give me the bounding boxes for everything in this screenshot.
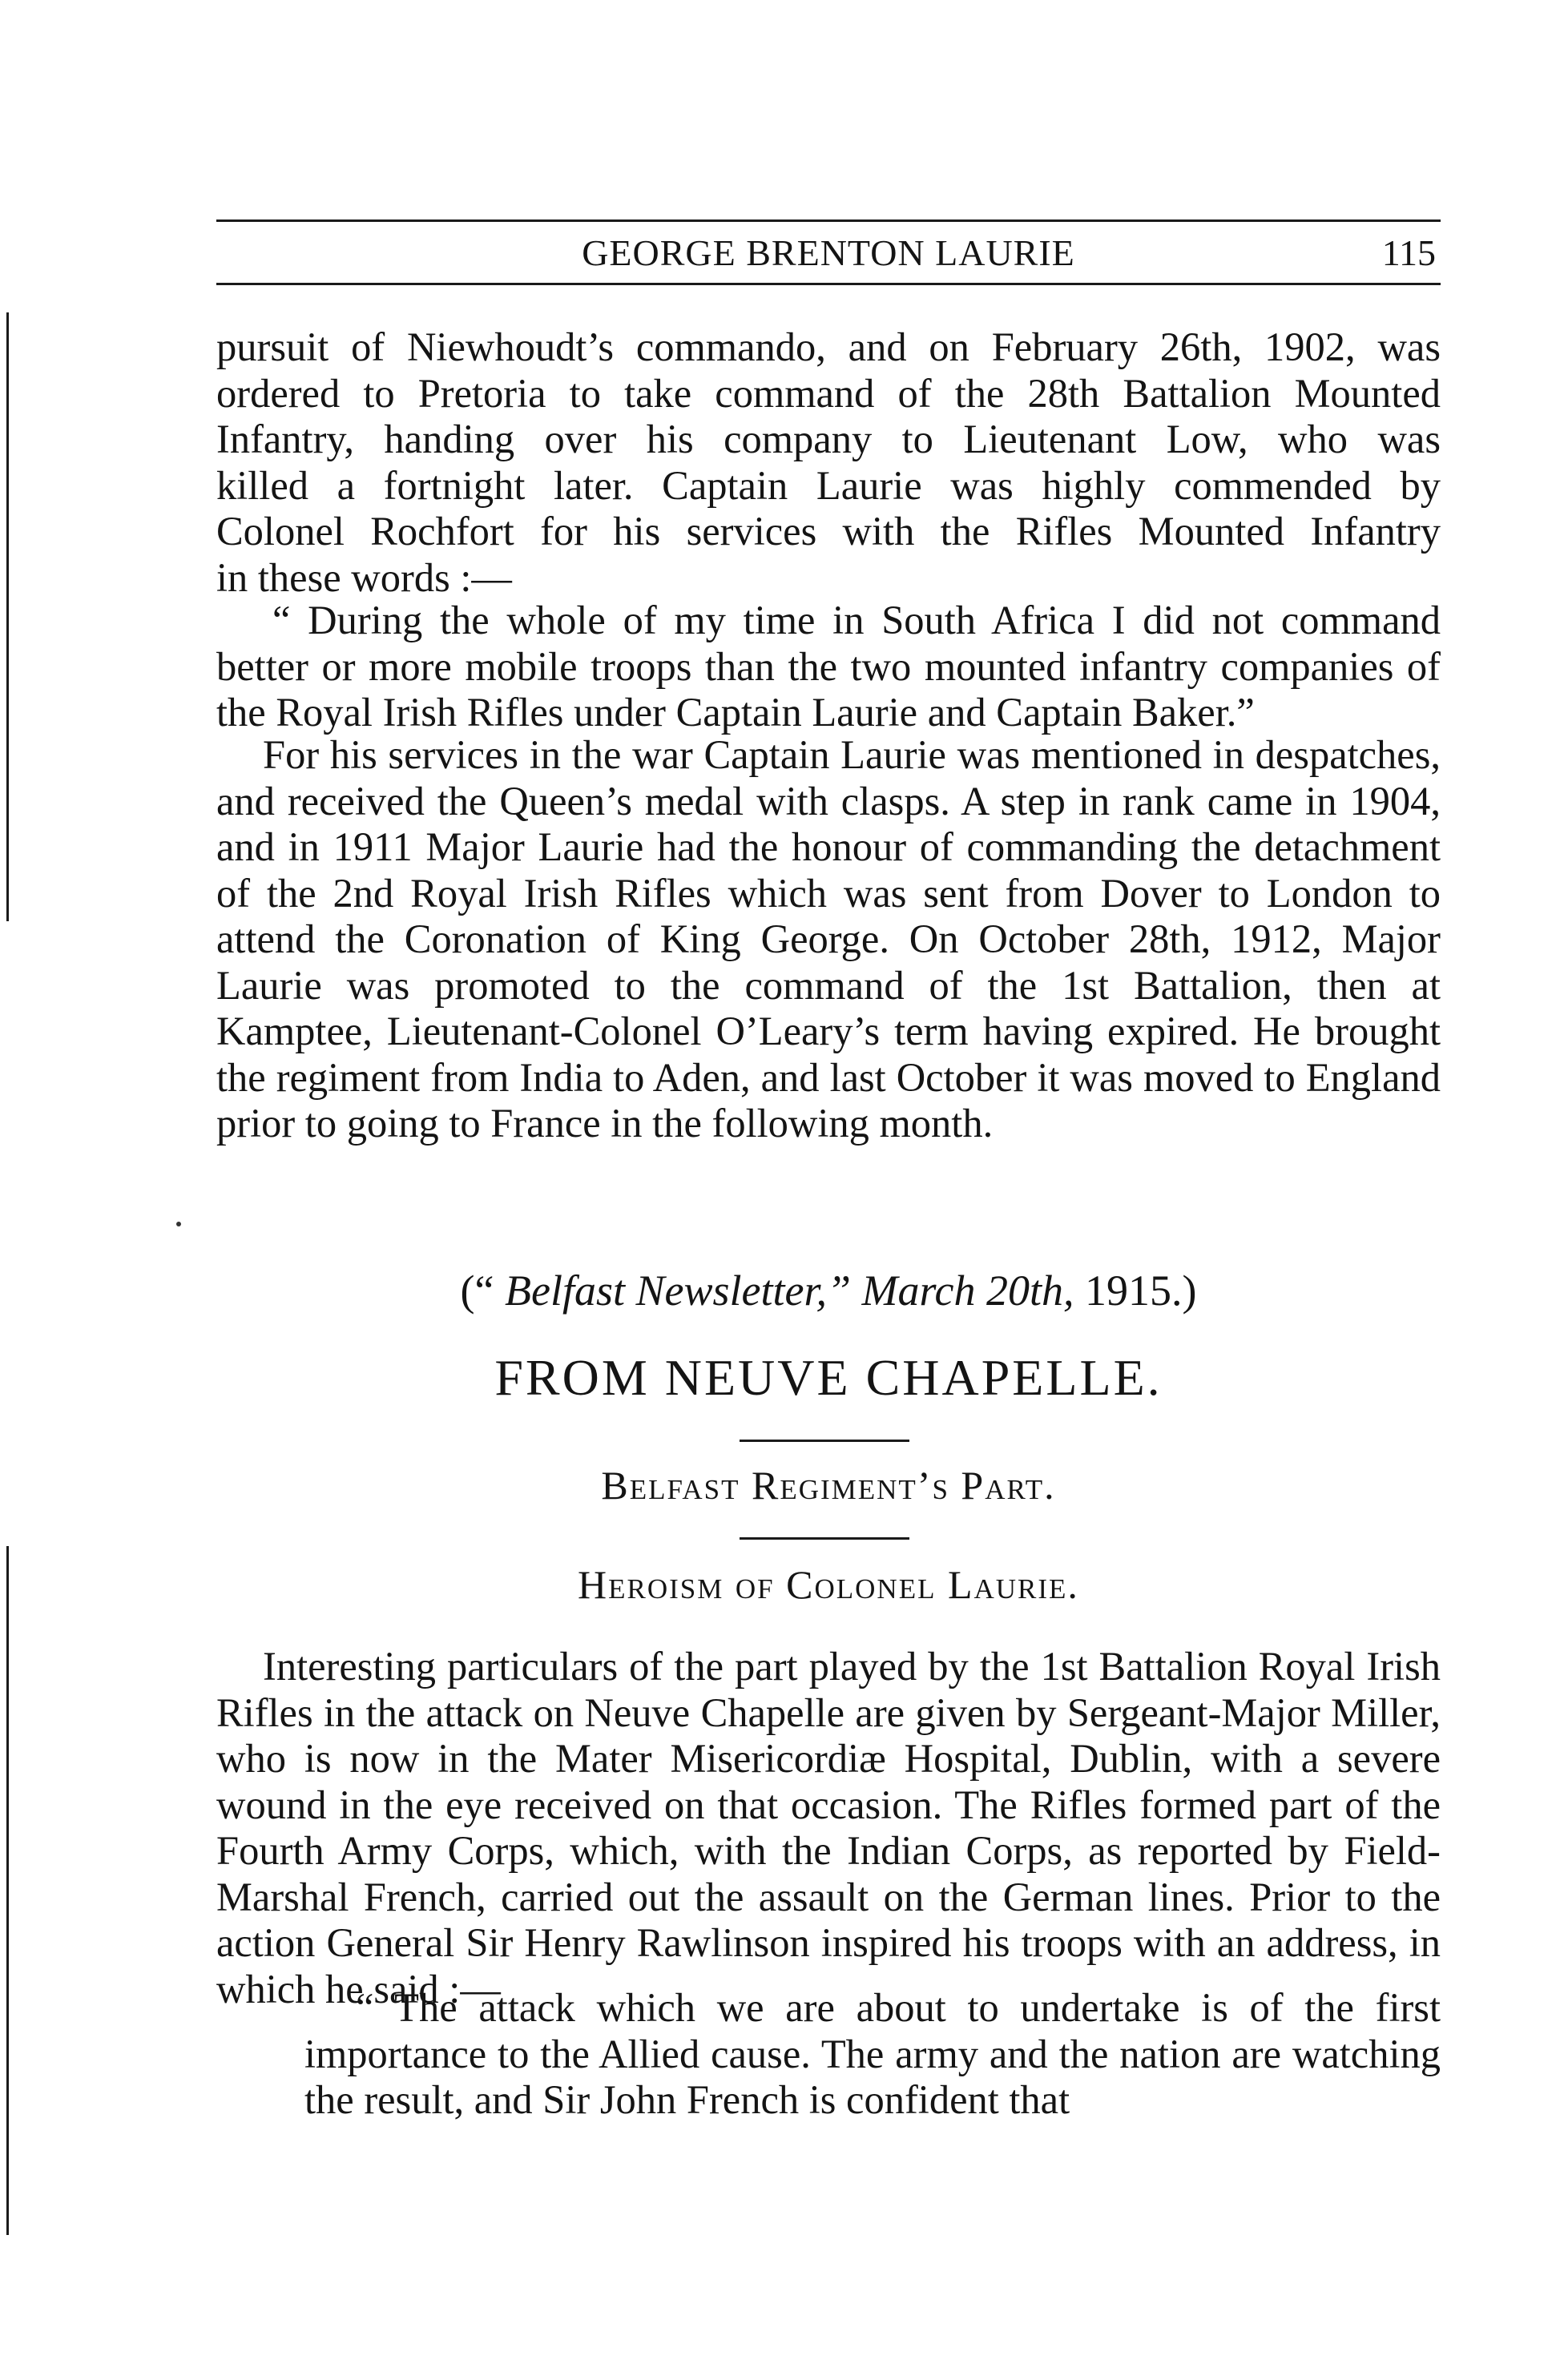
source-date: March 20th,	[861, 1267, 1074, 1315]
text-line: Infantry, handing over his company to Lieutenant Low, who was	[216, 417, 1441, 461]
scan-margin-line	[6, 1546, 9, 2235]
page-number: 115	[1381, 232, 1436, 273]
subheading-regiment: Belfast Regiment’s Part.	[601, 1463, 1056, 1508]
text-line: killed a fortnight later. Captain Laurie was highly commended by	[216, 462, 1441, 508]
scan-margin-line	[6, 312, 9, 921]
paragraph-continuation	[216, 324, 1441, 601]
source-newspaper: Belfast Newsletter,”	[505, 1267, 851, 1315]
section-divider	[740, 1537, 909, 1540]
quotation-rawlinson: “ The attack which we are about to undertake is of the first importance to the Allied cause. The army and the nation are watching the result, and Sir John French is confident that	[304, 1985, 1441, 2122]
source-open: (“	[460, 1267, 494, 1315]
article-title: FROM NEUVE CHAPELLE.	[494, 1349, 1163, 1406]
subheading-heroism: Heroism of Colonel Laurie.	[578, 1562, 1079, 1607]
paragraph-neuve-chapelle: Interesting particulars of the part played by the 1st Battalion Royal Irish Rifles in the attack on Neuve Chapelle are given by Sergeant-Major Miller, who is now in the Mater Misericordiæ Hospital, Dublin, with a severe wound in the eye received on that occasion. The Rifles formed part of the Fourth Army Corps, which, with the Indian Corps, as reported by Field-Marshal French, carried out the assault on the German lines. Prior to the action General Sir Henry Rawlinson inspired his troops with an address, in which he said :—	[216, 1644, 1441, 2012]
paragraph-services: For his services in the war Captain Laurie was mentioned in despatches, and received the Queen’s medal with clasps. A step in rank came in 1904, and in 1911 Major Laurie had the honour of commanding the detachment of the 2nd Royal Irish Rifles which was sent from Dover to London to attend the Coronation of King George. On October 28th, 1912, Major Laurie was promoted to the command of the 1st Battalion, then at Kamptee, Lieutenant-Colonel O’Leary’s term having expired. He brought the regiment from India to Aden, and last October it was moved to England prior to going to France in the following month.	[216, 732, 1441, 1146]
running-head: GEORGE BRENTON LAURIE	[582, 232, 1075, 273]
quotation-rochfort: “ During the whole of my time in South Africa I did not command better or more mobile troops than the two mounted infantry companies of the Royal Irish Rifles under Captain Laurie and Captain Baker.”	[216, 598, 1441, 735]
text-line: Colonel Rochfort for his services with the Rifles Mounted Infantry	[216, 509, 1441, 554]
source-year: 1915.)	[1084, 1267, 1197, 1315]
text-line: in these words :—	[216, 554, 512, 600]
ink-speck	[176, 1222, 181, 1226]
text-line: pursuit of Niewhoudt’s commando, and on February 26th, 1902, was	[216, 324, 1441, 369]
section-divider	[740, 1440, 909, 1442]
article-source	[216, 1264, 1441, 1317]
text-line: ordered to Pretoria to take command of the 28th Battalion Mounted	[216, 370, 1441, 416]
page-header	[216, 219, 1441, 285]
